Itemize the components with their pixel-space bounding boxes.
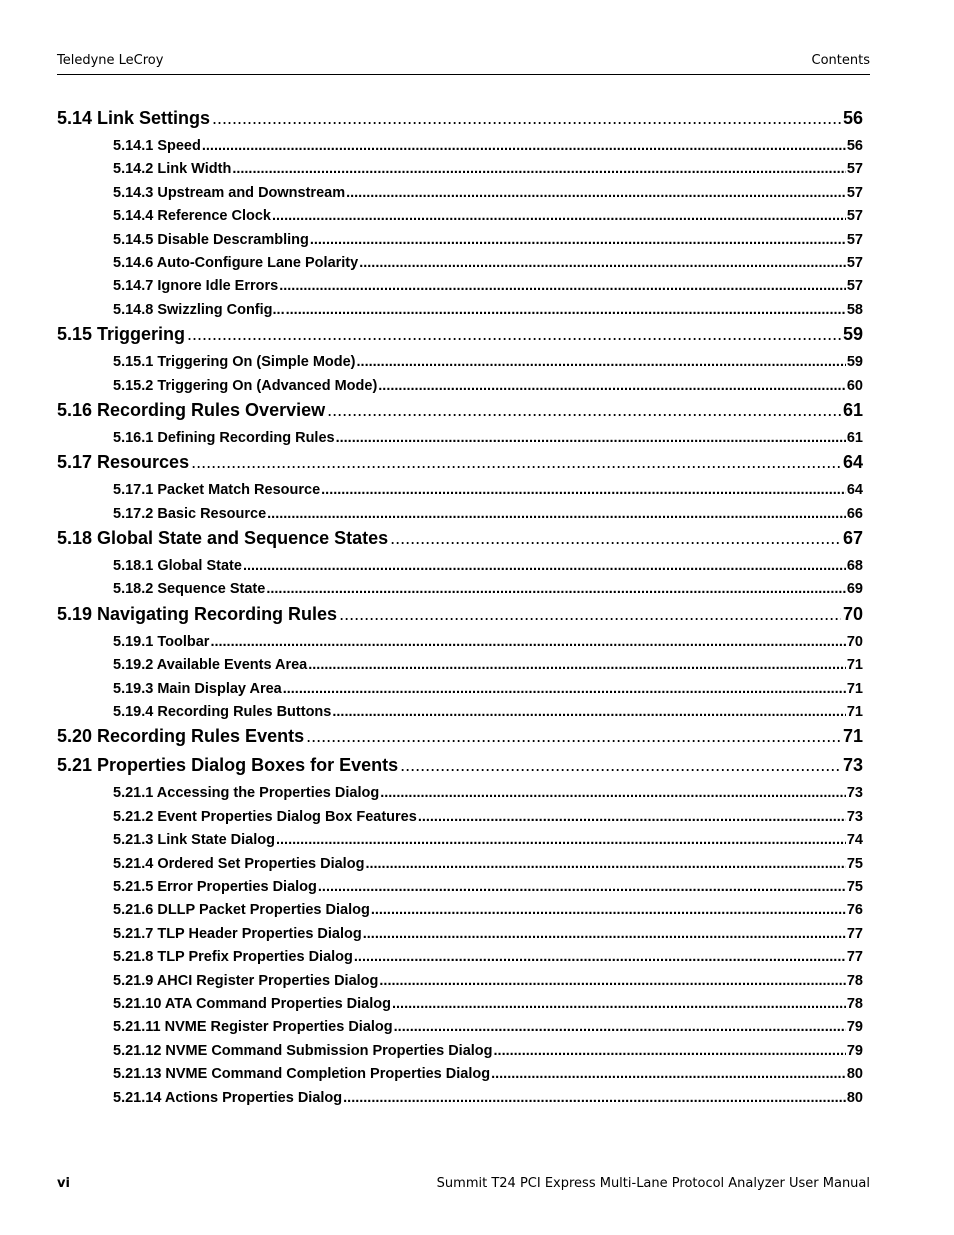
toc-dot-leader: [327, 398, 841, 422]
toc-entry-title: 5.21.4 Ordered Set Properties Dialog: [113, 855, 365, 872]
toc-entry-page: 78: [846, 972, 863, 989]
header-section: Contents: [811, 53, 870, 68]
toc-subsection-entry[interactable]: [57, 351, 863, 374]
toc-entry-page: 61: [842, 399, 863, 420]
toc-entry-page: 78: [846, 995, 863, 1012]
toc-entry-title: 5.17.2 Basic Resource: [113, 505, 267, 522]
toc-subsection-entry[interactable]: [57, 182, 863, 205]
toc-entry-page: 71: [842, 726, 863, 747]
toc-dot-leader: [306, 724, 841, 748]
toc-subsection-entry[interactable]: [57, 1087, 863, 1110]
toc-subsection-entry[interactable]: [57, 578, 863, 601]
toc-dot-leader: [191, 450, 841, 474]
toc-entry-page: 80: [846, 1066, 863, 1083]
toc-entry-page: 69: [846, 581, 863, 598]
toc-section-entry[interactable]: [57, 602, 863, 626]
toc-entry-page: 60: [846, 377, 863, 394]
toc-subsection-entry[interactable]: [57, 427, 863, 450]
toc-subsection-entry[interactable]: [57, 829, 863, 852]
toc-entry-title: 5.15.1 Triggering On (Simple Mode): [113, 354, 356, 371]
toc-dot-leader: [212, 106, 841, 130]
toc-subsection-entry[interactable]: [57, 375, 863, 398]
toc-dot-leader: [418, 806, 846, 829]
toc-subsection-entry[interactable]: [57, 555, 863, 578]
toc-entry-title: 5.15.2 Triggering On (Advanced Mode): [113, 377, 378, 394]
toc-entry-page: 71: [846, 680, 863, 697]
toc-subsection-entry[interactable]: [57, 158, 863, 181]
toc-dot-leader: [359, 252, 846, 275]
toc-dot-leader: [266, 578, 846, 601]
toc-entry-page: 80: [846, 1089, 863, 1106]
toc-dot-leader: [332, 701, 846, 724]
toc-entry-page: 56: [842, 108, 863, 128]
toc-entry-page: 77: [846, 925, 863, 942]
toc-dot-leader: [354, 946, 846, 969]
toc-dot-leader: [390, 526, 841, 550]
toc-subsection-entry[interactable]: [57, 946, 863, 969]
toc-entry-title: 5.20 Recording Rules Events: [57, 726, 305, 747]
toc-entry-page: 57: [846, 161, 863, 178]
toc-dot-leader: [357, 351, 846, 374]
toc-dot-leader: [336, 427, 846, 450]
toc-dot-leader: [339, 602, 841, 626]
toc-subsection-entry[interactable]: [57, 701, 863, 724]
toc-entry-title: 5.19.3 Main Display Area: [113, 680, 282, 697]
toc-entry-page: 57: [846, 231, 863, 248]
toc-entry-page: 59: [846, 354, 863, 371]
toc-entry-page: 70: [842, 603, 863, 624]
toc-entry-title: 5.14 Link Settings: [57, 108, 211, 128]
toc-entry-title: 5.14.1 Speed: [113, 138, 201, 154]
toc-subsection-entry[interactable]: [57, 1016, 863, 1039]
toc-dot-leader: [365, 853, 845, 876]
toc-dot-leader: [286, 299, 846, 322]
toc-dot-leader: [283, 678, 846, 701]
toc-dot-leader: [378, 375, 846, 398]
toc-subsection-entry[interactable]: [57, 135, 863, 158]
toc-dot-leader: [210, 631, 845, 654]
toc-entry-title: 5.21.10 ATA Command Properties Dialog: [113, 995, 391, 1012]
toc-entry-title: 5.19.4 Recording Rules Buttons: [113, 704, 332, 721]
toc-entry-page: 71: [846, 704, 863, 721]
toc-dot-leader: [310, 229, 846, 252]
toc-entry-page: 79: [846, 1019, 863, 1036]
toc-entry-page: 73: [846, 785, 863, 802]
toc-subsection-entry[interactable]: [57, 1063, 863, 1086]
toc-section-entry[interactable]: [57, 322, 863, 346]
toc-subsection-entry[interactable]: [57, 853, 863, 876]
toc-subsection-entry[interactable]: [57, 229, 863, 252]
toc-entry-page: 71: [846, 657, 863, 674]
toc-entry-page: 59: [842, 324, 863, 345]
toc-dot-leader: [279, 275, 846, 298]
toc-subsection-entry[interactable]: [57, 899, 863, 922]
toc-entry-title: 5.21.2 Event Properties Dialog Box Features: [113, 808, 417, 825]
toc-entry-title: 5.14.3 Upstream and Downstream: [113, 184, 346, 201]
toc-dot-leader: [400, 753, 841, 777]
toc-entry-title: 5.18.2 Sequence State: [113, 581, 266, 598]
toc-entry-page: 57: [846, 254, 863, 271]
toc-entry-title: 5.21.6 DLLP Packet Properties Dialog: [113, 902, 370, 919]
toc-dot-leader: [494, 1040, 846, 1063]
toc-entry-title: 5.19.1 Toolbar: [113, 633, 210, 650]
toc-entry-title: 5.21.5 Error Properties Dialog: [113, 878, 317, 895]
toc-entry-title: 5.14.8 Swizzling Config...: [113, 301, 285, 318]
table-of-contents: [57, 106, 863, 1110]
toc-section-entry[interactable]: [57, 753, 863, 777]
toc-entry-title: 5.21 Properties Dialog Boxes for Events: [57, 755, 399, 776]
toc-entry-page: 67: [842, 528, 863, 549]
toc-entry-title: 5.21.1 Accessing the Properties Dialog: [113, 785, 380, 802]
toc-entry-page: 79: [846, 1042, 863, 1059]
toc-entry-title: 5.21.14 Actions Properties Dialog: [113, 1089, 343, 1106]
toc-entry-page: 74: [846, 832, 863, 849]
toc-entry-title: 5.21.13 NVME Command Completion Properties Dialog: [113, 1066, 491, 1083]
toc-entry-title: 5.21.9 AHCI Register Properties Dialog: [113, 972, 379, 989]
toc-entry-title: 5.21.8 TLP Prefix Properties Dialog: [113, 949, 353, 966]
toc-dot-leader: [232, 158, 846, 181]
toc-entry-page: 75: [846, 878, 863, 895]
toc-dot-leader: [343, 1087, 846, 1110]
toc-entry-title: 5.21.3 Link State Dialog: [113, 832, 275, 849]
toc-subsection-entry[interactable]: [57, 782, 863, 805]
toc-dot-leader: [491, 1063, 846, 1086]
toc-subsection-entry[interactable]: [57, 678, 863, 701]
toc-entry-title: 5.19 Navigating Recording Rules: [57, 603, 338, 624]
toc-entry-page: 57: [846, 278, 863, 295]
toc-subsection-entry[interactable]: [57, 923, 863, 946]
toc-entry-title: 5.17.1 Packet Match Resource: [113, 482, 321, 499]
toc-section-entry[interactable]: [57, 724, 863, 748]
toc-entry-title: 5.14.6 Auto-Configure Lane Polarity: [113, 254, 359, 271]
toc-dot-leader: [394, 1016, 846, 1039]
toc-subsection-entry[interactable]: [57, 205, 863, 228]
toc-subsection-entry[interactable]: [57, 993, 863, 1016]
toc-dot-leader: [187, 322, 841, 346]
header-company: Teledyne LeCroy: [57, 53, 164, 68]
toc-entry-title: 5.14.7 Ignore Idle Errors: [113, 278, 279, 295]
toc-entry-page: 76: [846, 902, 863, 919]
toc-subsection-entry[interactable]: [57, 654, 863, 677]
toc-entry-title: 5.16 Recording Rules Overview: [57, 399, 326, 420]
toc-section-entry[interactable]: [57, 398, 863, 422]
toc-entry-page: 68: [846, 558, 863, 575]
toc-entry-title: 5.14.5 Disable Descrambling: [113, 231, 309, 248]
toc-entry-page: 64: [846, 482, 863, 499]
toc-entry-title: 5.21.12 NVME Command Submission Properties Dialog: [113, 1042, 493, 1059]
toc-subsection-entry[interactable]: [57, 479, 863, 502]
toc-entry-title: 5.14.4 Reference Clock: [113, 208, 271, 225]
toc-dot-leader: [321, 479, 846, 502]
toc-subsection-entry[interactable]: [57, 1040, 863, 1063]
toc-entry-title: 5.17 Resources: [57, 452, 190, 473]
toc-entry-page: 57: [846, 208, 863, 225]
toc-entry-page: 56: [846, 138, 863, 154]
toc-dot-leader: [272, 205, 846, 228]
toc-entry-page: 70: [846, 633, 863, 650]
toc-entry-title: 5.18.1 Global State: [113, 558, 242, 575]
toc-entry-page: 66: [846, 505, 863, 522]
toc-section-entry[interactable]: [57, 106, 863, 130]
toc-section-entry[interactable]: [57, 526, 863, 550]
toc-dot-leader: [392, 993, 846, 1016]
toc-entry-page: 58: [846, 301, 863, 318]
footer-manual-title: Summit T24 PCI Express Multi-Lane Protocol Analyzer User Manual: [436, 1176, 870, 1191]
toc-dot-leader: [318, 876, 846, 899]
toc-subsection-entry[interactable]: [57, 252, 863, 275]
toc-entry-title: 5.18 Global State and Sequence States: [57, 528, 389, 549]
toc-entry-title: 5.14.2 Link Width: [113, 161, 232, 178]
toc-dot-leader: [243, 555, 846, 578]
toc-entry-title: 5.19.2 Available Events Area: [113, 657, 308, 674]
toc-dot-leader: [346, 182, 846, 205]
toc-dot-leader: [202, 135, 846, 158]
toc-entry-page: 64: [842, 452, 863, 473]
toc-dot-leader: [380, 782, 846, 805]
toc-dot-leader: [371, 899, 846, 922]
page-header: [57, 52, 870, 75]
toc-dot-leader: [308, 654, 846, 677]
toc-entry-title: 5.21.7 TLP Header Properties Dialog: [113, 925, 362, 942]
toc-subsection-entry[interactable]: [57, 503, 863, 526]
toc-dot-leader: [267, 503, 846, 526]
toc-dot-leader: [379, 970, 845, 993]
toc-dot-leader: [276, 829, 846, 852]
toc-entry-page: 61: [846, 429, 863, 446]
toc-entry-title: 5.15 Triggering: [57, 324, 186, 345]
toc-subsection-entry[interactable]: [57, 970, 863, 993]
toc-entry-title: 5.21.11 NVME Register Properties Dialog: [113, 1019, 393, 1036]
toc-entry-title: 5.16.1 Defining Recording Rules: [113, 429, 335, 446]
toc-subsection-entry[interactable]: [57, 631, 863, 654]
toc-entry-page: 75: [846, 855, 863, 872]
toc-entry-page: 73: [846, 808, 863, 825]
toc-section-entry[interactable]: [57, 450, 863, 474]
toc-subsection-entry[interactable]: [57, 299, 863, 322]
toc-entry-page: 57: [846, 184, 863, 201]
toc-subsection-entry[interactable]: [57, 275, 863, 298]
toc-subsection-entry[interactable]: [57, 876, 863, 899]
toc-entry-page: 77: [846, 949, 863, 966]
toc-dot-leader: [363, 923, 846, 946]
footer-page-number: vi: [57, 1176, 70, 1191]
toc-subsection-entry[interactable]: [57, 806, 863, 829]
toc-entry-page: 73: [842, 755, 863, 776]
